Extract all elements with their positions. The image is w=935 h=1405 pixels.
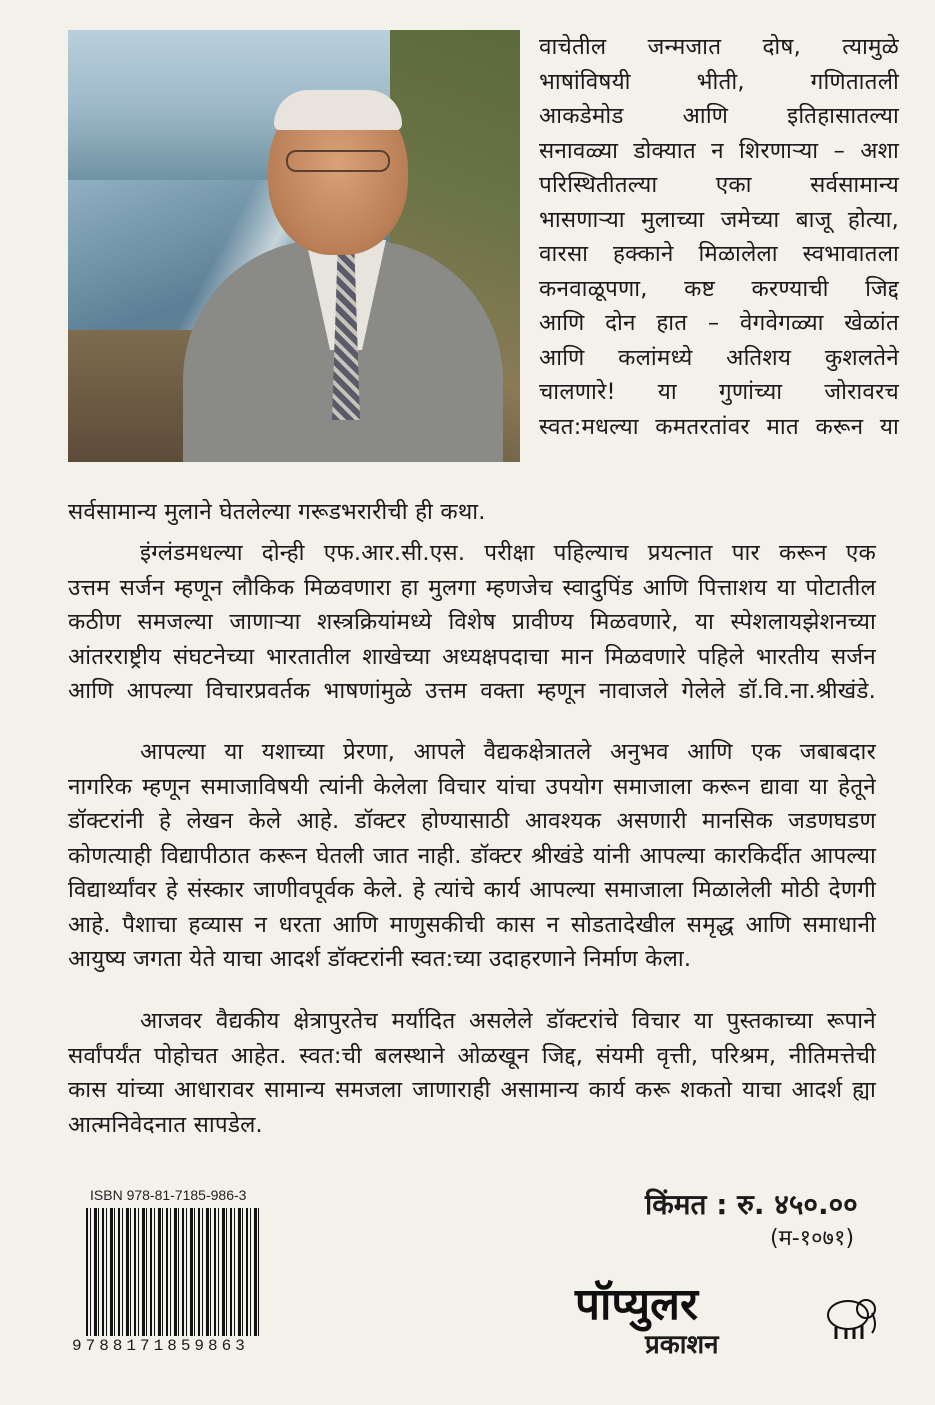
text-line: उत्तम सर्जन म्हणून लौकिक मिळवणारा हा मुलगा म्हणजेच स्वादुपिंड आणि पित्ताशय या पोटातील — [68, 574, 876, 601]
text-line: परिस्थितीतल्या एका सर्वसामान्य — [539, 172, 899, 198]
author-photo — [68, 30, 520, 462]
text-line: आयुष्य जगता येते याचा आदर्श डॉक्टरांनी स्वत:च्या उदाहरणाने निर्माण केला. — [68, 946, 692, 972]
text-line: कनवाळूपणा, कष्ट करण्याची जिद्द — [539, 275, 899, 302]
text-line: आत्मनिवेदनात सापडेल. — [68, 1111, 263, 1138]
text-line: सनावळ्या डोक्यात न शिरणाऱ्या – अशा — [539, 137, 899, 164]
text-line: वाचेतील जन्मजात दोष, त्यामुळे — [539, 34, 899, 60]
hair — [274, 90, 402, 130]
price: किंमत : रु. ४५०.०० — [645, 1188, 858, 1221]
text-line: सर्वांपर्यंत पोहोचत आहेत. स्वत:ची बलस्थाने ओळखून जिद्द, संयमी वृत्ती, परिश्रम, नीतिमत्तेची — [68, 1042, 876, 1069]
paragraph-4 — [68, 1004, 876, 1142]
paragraph-3 — [68, 735, 876, 977]
continuation — [68, 495, 876, 530]
text-line: आजवर वैद्यकीय क्षेत्रापुरतेच मर्यादित असलेले डॉक्टरांचे विचार या पुस्तकाच्या रूपाने — [140, 1008, 876, 1034]
text-line: कास यांच्या आधारावर सामान्य समजला जाणाराही असामान्य कार्य करू शकतो याचा आदर्श ह्या — [68, 1077, 876, 1103]
text-line: आकडेमोड आणि इतिहासातल्या — [539, 103, 899, 129]
text-line: आहे. पैशाचा हव्यास न धरता आणि माणुसकीची कास न सोडतादेखील समृद्ध आणि समाधानी — [68, 911, 876, 938]
barcode-block — [72, 1187, 268, 1361]
isbn-label: ISBN 978-81-7185-986-3 — [90, 1187, 247, 1203]
text-line: कठीण समजल्या जाणाऱ्या शस्त्रक्रियांमध्ये विशेष प्रावीण्य मिळवणारे, या स्पेशलायझेशनच्या — [68, 609, 876, 635]
barcode-number: 9788171859863 — [72, 1337, 249, 1355]
text-line: चालणारे! या गुणांच्या जोरावरच — [539, 379, 899, 405]
text-line: भासणाऱ्या मुलाच्या जमेच्या बाजू होत्या, — [539, 206, 899, 233]
text-line: आणि दोन हात – वेगवेगळ्या खेळांत — [539, 310, 899, 336]
publisher-logo-text: पॉप्युलर — [575, 1279, 698, 1330]
text-line: वारसा हक्काने मिळालेला स्वभावातला — [539, 241, 899, 267]
text-line: आपल्या या यशाच्या प्रेरणा, आपले वैद्यकक्षेत्रातले अनुभव आणि एक जबाबदार — [140, 739, 876, 765]
text-line: आणि कलांमध्ये अतिशय कुशलतेने — [539, 344, 899, 371]
catalog-code: (म-१०७१) — [770, 1226, 855, 1251]
text-line: आणि आपल्या विचारप्रवर्तक भाषणांमुळे उत्तम वक्ता म्हणून नावाजले गेलेले डॉ.वि.ना.श्रीखंडे. — [68, 678, 876, 704]
intro-paragraph — [539, 30, 899, 444]
text-line: डॉक्टरांनी हे लेखन केले आहे. डॉक्टर होण्यासाठी आवश्यक असणारी मानसिक जडणघडण — [68, 808, 876, 834]
text-line: भाषांविषयी भीती, गणितातली — [539, 68, 899, 95]
barcode — [86, 1208, 262, 1336]
text-line: आंतरराष्ट्रीय संघटनेच्या भारतातील शाखेच्या अध्यक्षपदाचा मान मिळवणारे पहिले भारतीय सर्जन — [68, 643, 876, 670]
glasses — [286, 150, 390, 172]
text-line: सर्वसामान्य मुलाने घेतलेल्या गरूडभरारीची ही कथा. — [68, 499, 486, 525]
text-line: इंग्लंडमधल्या दोन्ही एफ.आर.सी.एस. परीक्षा पहिल्याच प्रयत्नात पार करून एक — [140, 540, 876, 566]
text-line: विद्यार्थ्यांवर हे संस्कार जाणीवपूर्वक केले. हे त्यांचे कार्य आपल्या समाजाला मिळालेली मोठी देणगी — [68, 877, 876, 903]
publisher-suffix: प्रकाशन — [645, 1330, 719, 1360]
text-line: स्वत:मधल्या कमतरतांवर मात करून या — [539, 413, 899, 440]
paragraph-2 — [68, 536, 876, 709]
elephant-icon — [820, 1285, 880, 1345]
text-line: नागरिक म्हणून समाजाविषयी त्यांनी केलेला विचार यांचा उपयोग समाजाला करून द्यावा या हेतूने — [68, 773, 876, 800]
text-line: कोणत्याही विद्यापीठात करून घेतली जात नाही. डॉक्टर श्रीखंडे यांनी आपल्या कारकिर्दीत आपल्या — [68, 842, 876, 869]
